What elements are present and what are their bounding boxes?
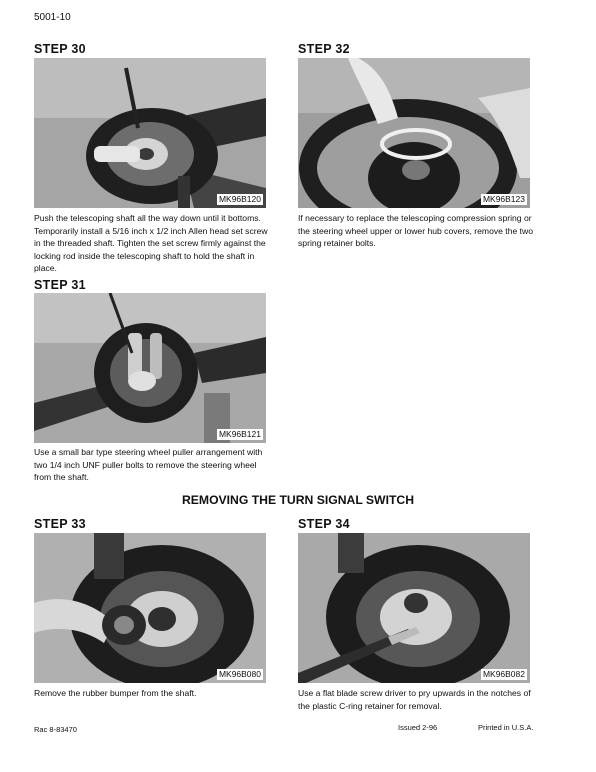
step-31-image-code: MK96B121: [218, 429, 261, 439]
step-33-photo: [34, 533, 266, 683]
step-30-image-code: MK96B120: [218, 194, 261, 204]
footer-part-number: Rac 8-83470: [34, 725, 77, 734]
step-30-photo: [34, 58, 266, 208]
step-31-photo: [34, 293, 266, 443]
step-32-photo: [298, 58, 530, 208]
step-32-title: STEP 32: [298, 42, 350, 56]
section-title: REMOVING THE TURN SIGNAL SWITCH: [181, 493, 414, 507]
step-34-title: STEP 34: [298, 517, 350, 531]
step-32-image-code: MK96B123: [482, 194, 525, 204]
page-number: 5001-10: [34, 12, 71, 23]
step-33-image-code: MK96B080: [218, 669, 261, 679]
step-33-text: Remove the rubber bumper from the shaft.: [34, 688, 197, 698]
step-34-image-code: MK96B082: [482, 669, 525, 679]
footer-issued: Issued 2-96: [398, 723, 438, 732]
step-30-text: Push the telescoping shaft all the way down until it bottoms. Temporarily install a 5/16 inch x 1/2 inch Allen head set screw in the threaded shaft. Tighten the set screw firmly against the locking rod inside the telescoping shaft to hold the shaft in place.: [34, 213, 268, 274]
step-31-text: Use a small bar type steering wheel puller arrangement with two 1/4 inch UNF puller bolts to remove the steering wheel from the shaft.: [34, 447, 263, 483]
step-34-text: Use a flat blade screw driver to pry upwards in the notches of the plastic C-ring retainer for removal.: [298, 688, 531, 711]
step-31-title: STEP 31: [34, 278, 86, 292]
step-32-text: If necessary to replace the telescoping compression spring or the steering wheel upper or lower hub covers, remove the two spring retainer bolts.: [298, 213, 534, 249]
step-30-title: STEP 30: [34, 42, 86, 56]
footer-printed: Printed in U.S.A.: [478, 723, 534, 732]
step-33-title: STEP 33: [34, 517, 86, 531]
step-34-photo: [298, 533, 530, 683]
